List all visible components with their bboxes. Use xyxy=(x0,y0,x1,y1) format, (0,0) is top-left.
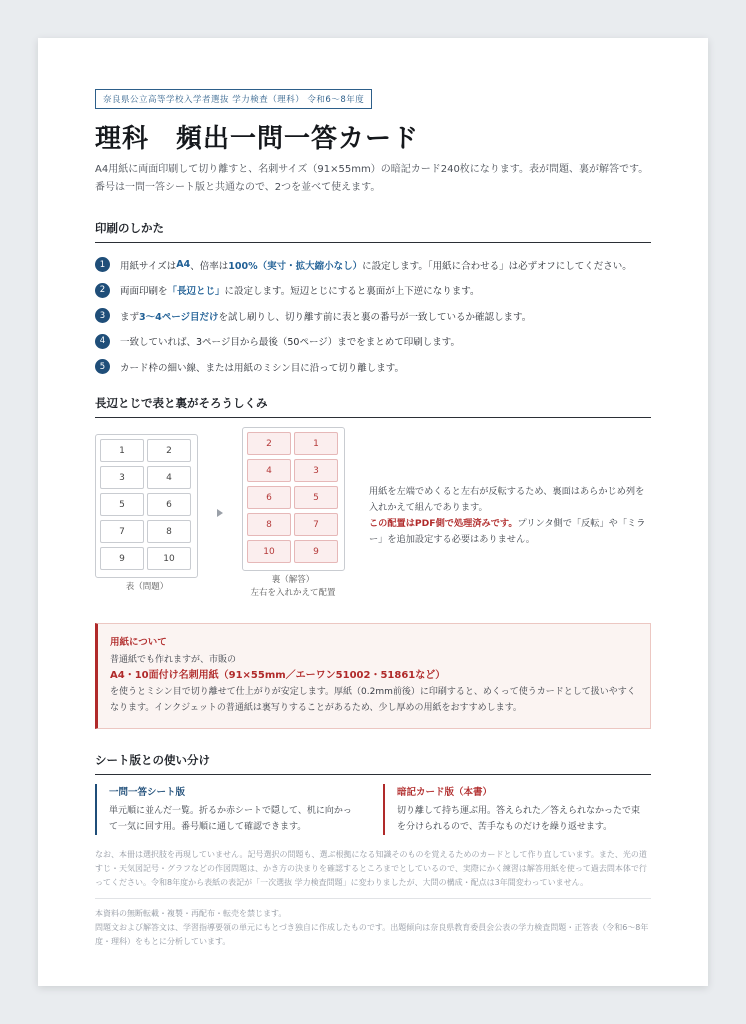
step-text: 一致していれば、3ページ目から最後（50ページ）までをまとめて印刷します。 xyxy=(120,337,460,349)
back-sheet-diagram xyxy=(242,427,345,571)
front-card-cell: 3 xyxy=(100,466,144,489)
step-number: 3 xyxy=(95,308,110,323)
exam-badge: 奈良県公立高等学校入学者選抜 学力検査（理科） 令和6〜8年度 xyxy=(95,89,372,109)
front-card-cell: 6 xyxy=(147,493,191,516)
back-card-cell: 8 xyxy=(247,513,291,536)
source-note: 問題文および解答文は、学習指導要領の単元にもとづき独自に作成したものです。出題傾向は奈良県教育委員会公表の学力検査問題・正答表（令和6〜8年度・理科）をもとに分析しています。 xyxy=(95,923,649,946)
step-number: 5 xyxy=(95,359,110,374)
step-text: 用紙サイズは xyxy=(120,260,177,272)
paper-note-heading: 用紙について xyxy=(110,637,167,648)
step-item xyxy=(95,354,655,380)
footnote: なお、本冊は選択肢を再現していません。記号選択の問題も、選ぶ根拠になる知識そのものを覚えるためのカードとして作り直しています。また、光の道すじ・天気図記号・グラフなどの作図問題は、かき方の決まりを確認するところまでとしているので、実際にかく練習は解答用紙を使って過去問本体で行ってください。令和8年度から表紙の表記が「一次選抜 学力検査問題」に変わりましたが、大問の構成・配点は3年間変わっていません。 xyxy=(95,850,647,887)
explain-text: プリンタ側で「反転」や「ミラー」を追加設定する必要はありません。 xyxy=(369,518,646,545)
back-caption xyxy=(234,574,352,600)
card-version-column xyxy=(383,784,645,835)
card-version-title: 暗記カード版（本書） xyxy=(397,787,493,798)
print-steps-list xyxy=(95,252,655,380)
front-card-cell: 1 xyxy=(100,439,144,462)
arrow-right-icon xyxy=(217,509,223,517)
page-title: 理科 頻出一問一答カード xyxy=(95,124,420,154)
lead-paragraph: A4用紙に両面印刷して切り離すと、名刺サイズ（91×55mm）の暗記カード240枚になります。表が問題、裏が解答です。番号は一問一答シート版と共通なので、2つを並べて使えます。 xyxy=(95,164,649,193)
front-card-cell: 8 xyxy=(147,520,191,543)
front-caption: 表（問題） xyxy=(125,582,169,592)
sheet-version-text: 単元順に並んだ一覧。折るか赤シートで隠して、机に向かって一気に回す用。番号順に通して確認できます。 xyxy=(109,806,352,832)
step-text: を試し刷りし、切り離す前に表と裏の番号が一致しているか確認します。 xyxy=(218,311,532,323)
front-card-cell: 7 xyxy=(100,520,144,543)
paper-note-line: 普通紙でも作れますが、市販の xyxy=(110,655,237,665)
back-card-cell: 5 xyxy=(294,486,338,509)
sheet-version-title: 一問一答シート版 xyxy=(109,787,186,798)
step-text: まず xyxy=(120,311,140,323)
print-section-heading: 印刷のしかた xyxy=(95,220,651,243)
back-caption-line: 裏（解答） xyxy=(271,575,315,585)
step-highlight: 3〜4ページ目だけ xyxy=(139,311,219,323)
binding-explanation xyxy=(369,484,652,548)
step-text: 両面印刷を xyxy=(120,286,168,298)
step-text: カード枠の細い線、または用紙のミシン目に沿って切り離します。 xyxy=(120,362,405,374)
back-card-cell: 7 xyxy=(294,513,338,536)
step-item xyxy=(95,303,655,329)
sheet-version-column xyxy=(95,784,357,835)
step-text: 、倍率は xyxy=(190,260,229,272)
front-card-cell: 9 xyxy=(100,547,144,570)
front-card-cell: 5 xyxy=(100,493,144,516)
step-number: 2 xyxy=(95,283,110,298)
back-card-cell: 3 xyxy=(294,459,338,482)
step-number: 4 xyxy=(95,334,110,349)
front-sheet-diagram xyxy=(95,434,198,578)
legal-notice: 本資料の無断転載・複製・再配布・転売を禁じます。 xyxy=(95,909,287,918)
step-text: に設定します。「用紙に合わせる」は必ずオフにしてください。 xyxy=(362,260,632,272)
back-card-cell: 2 xyxy=(247,432,291,455)
step-highlight: 100%（実寸・拡大縮小なし） xyxy=(228,260,363,272)
paper-note-box xyxy=(95,623,651,729)
explain-text: 用紙を左端でめくると左右が反転するため、裏面はあらかじめ列を入れかえて組んであります。 xyxy=(369,486,645,513)
step-item xyxy=(95,329,655,355)
back-caption-line: 左右を入れかえて配置 xyxy=(250,588,336,598)
back-card-cell: 6 xyxy=(247,486,291,509)
front-card-cell: 4 xyxy=(147,466,191,489)
step-text: に設定します。短辺とじにすると裏面が上下逆になります。 xyxy=(224,286,480,298)
divider xyxy=(95,898,651,899)
back-card-cell: 10 xyxy=(247,540,291,563)
step-item xyxy=(95,278,655,304)
card-version-text: 切り離して持ち運ぶ用。答えられた／答えられなかったで束を分けられるので、苦手なものだけを繰り返せます。 xyxy=(397,806,641,832)
back-card-cell: 9 xyxy=(294,540,338,563)
back-card-cell: 4 xyxy=(247,459,291,482)
paper-note-product: A4・10面付け名刺用紙（91×55mm／エーワン51002・51861など） xyxy=(110,670,446,681)
step-highlight: 「長辺とじ」 xyxy=(167,286,225,298)
explain-emphasis: この配置はPDF側で処理済みです。 xyxy=(369,518,518,529)
step-number: 1 xyxy=(95,257,110,272)
step-highlight: A4 xyxy=(176,259,191,271)
front-card-cell: 10 xyxy=(147,547,191,570)
document-page xyxy=(38,38,708,986)
paper-note-line: を使うとミシン目で切り離せて仕上がりが安定します。厚紙（0.2mm前後）に印刷すると、めくって使うカードとして扱いやすくなります。インクジェットの普通紙は裏写りすることがあるため、少し厚めの用紙をおすすめします。 xyxy=(110,687,636,713)
step-item xyxy=(95,252,655,278)
front-card-cell: 2 xyxy=(147,439,191,462)
binding-section-heading: 長辺とじで表と裏がそろうしくみ xyxy=(95,395,651,418)
back-card-cell: 1 xyxy=(294,432,338,455)
usage-section-heading: シート版との使い分け xyxy=(95,752,651,775)
